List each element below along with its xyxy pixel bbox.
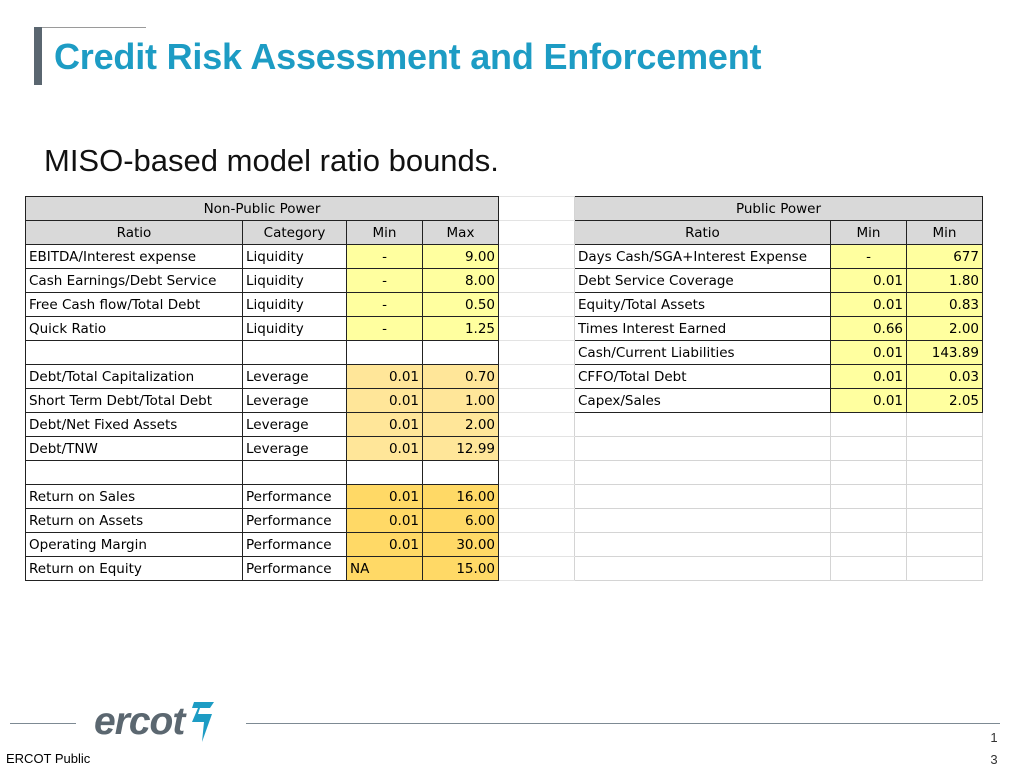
- category-cell: [243, 341, 347, 365]
- empty-cell: [575, 509, 831, 533]
- category-cell: Liquidity: [243, 293, 347, 317]
- public-ratio-cell: Cash/Current Liabilities: [575, 341, 831, 365]
- public-max-cell: 0.03: [907, 365, 983, 389]
- gap-cell: [499, 365, 575, 389]
- public-max-cell: 143.89: [907, 341, 983, 365]
- ratio-cell: [26, 341, 243, 365]
- public-min-cell: 0.01: [831, 341, 907, 365]
- ratio-cell: Quick Ratio: [26, 317, 243, 341]
- gap-cell: [499, 317, 575, 341]
- table-row: [26, 557, 983, 581]
- public-ratio-cell: Equity/Total Assets: [575, 293, 831, 317]
- table-row: [26, 437, 983, 461]
- empty-cell: [575, 533, 831, 557]
- col-header-public-ratio: Ratio: [575, 221, 831, 245]
- max-cell: 0.50: [423, 293, 499, 317]
- public-min-cell: 0.01: [831, 293, 907, 317]
- gap-cell: [499, 413, 575, 437]
- ratio-cell: Debt/Net Fixed Assets: [26, 413, 243, 437]
- empty-cell: [575, 557, 831, 581]
- logo-wordmark: ercot: [94, 700, 185, 743]
- max-cell: 1.25: [423, 317, 499, 341]
- category-cell: Leverage: [243, 365, 347, 389]
- category-cell: Leverage: [243, 437, 347, 461]
- gap-cell: [499, 461, 575, 485]
- min-cell: 0.01: [347, 509, 423, 533]
- ratio-cell: EBITDA/Interest expense: [26, 245, 243, 269]
- gap-cell: [499, 557, 575, 581]
- gap-cell: [499, 509, 575, 533]
- table-row: [26, 485, 983, 509]
- public-ratio-cell: Debt Service Coverage: [575, 269, 831, 293]
- min-cell: 0.01: [347, 485, 423, 509]
- min-cell: -: [347, 269, 423, 293]
- min-cell: -: [347, 317, 423, 341]
- category-cell: Performance: [243, 533, 347, 557]
- empty-cell: [831, 485, 907, 509]
- public-max-cell: 1.80: [907, 269, 983, 293]
- ratio-cell: Debt/Total Capitalization: [26, 365, 243, 389]
- max-cell: 15.00: [423, 557, 499, 581]
- min-cell: -: [347, 293, 423, 317]
- max-cell: [423, 341, 499, 365]
- public-ratio-cell: CFFO/Total Debt: [575, 365, 831, 389]
- min-cell: [347, 341, 423, 365]
- footer-classification: ERCOT Public: [6, 751, 91, 766]
- max-cell: 2.00: [423, 413, 499, 437]
- max-cell: 30.00: [423, 533, 499, 557]
- gap-cell: [499, 389, 575, 413]
- max-cell: 6.00: [423, 509, 499, 533]
- empty-cell: [907, 557, 983, 581]
- col-header-category: Category: [243, 221, 347, 245]
- table-group-header-row: [26, 197, 983, 221]
- footer-rule-right: [246, 723, 1000, 724]
- category-cell: Performance: [243, 485, 347, 509]
- ratio-cell: Short Term Debt/Total Debt: [26, 389, 243, 413]
- public-min-cell: 0.66: [831, 317, 907, 341]
- empty-cell: [575, 437, 831, 461]
- gap-cell: [499, 197, 575, 221]
- non-public-header: Non-Public Power: [26, 197, 499, 221]
- max-cell: [423, 461, 499, 485]
- public-min-cell: -: [831, 245, 907, 269]
- empty-cell: [907, 461, 983, 485]
- title-accent-bar: [34, 27, 42, 85]
- table-row: [26, 341, 983, 365]
- ratio-bounds-table: [25, 196, 983, 581]
- min-cell: 0.01: [347, 533, 423, 557]
- min-cell: [347, 461, 423, 485]
- min-cell: -: [347, 245, 423, 269]
- empty-cell: [831, 533, 907, 557]
- empty-cell: [575, 461, 831, 485]
- empty-cell: [831, 557, 907, 581]
- ratio-cell: Return on Assets: [26, 509, 243, 533]
- public-max-cell: 677: [907, 245, 983, 269]
- col-header-ratio: Ratio: [26, 221, 243, 245]
- empty-cell: [907, 533, 983, 557]
- table-row: [26, 533, 983, 557]
- page-number: [988, 727, 1000, 771]
- table-row: [26, 269, 983, 293]
- max-cell: 0.70: [423, 365, 499, 389]
- ratio-cell: Operating Margin: [26, 533, 243, 557]
- slide-title: Credit Risk Assessment and Enforcement: [54, 36, 762, 77]
- title-rule: [34, 27, 146, 28]
- ercot-logo: [94, 700, 218, 744]
- page-number-digit: 3: [990, 752, 998, 767]
- max-cell: 12.99: [423, 437, 499, 461]
- category-cell: Liquidity: [243, 269, 347, 293]
- min-cell: 0.01: [347, 413, 423, 437]
- table-row: [26, 365, 983, 389]
- ratio-cell: Return on Sales: [26, 485, 243, 509]
- gap-cell: [499, 437, 575, 461]
- empty-cell: [907, 413, 983, 437]
- public-ratio-cell: Times Interest Earned: [575, 317, 831, 341]
- category-cell: Performance: [243, 557, 347, 581]
- empty-cell: [907, 509, 983, 533]
- table-row: [26, 293, 983, 317]
- min-cell: NA: [347, 557, 423, 581]
- empty-cell: [907, 485, 983, 509]
- lightning-bolt-icon: [188, 700, 218, 744]
- table-row: [26, 509, 983, 533]
- category-cell: Leverage: [243, 389, 347, 413]
- col-header-public-min: Min: [831, 221, 907, 245]
- col-header-public-min-2: Min: [907, 221, 983, 245]
- public-max-cell: 0.83: [907, 293, 983, 317]
- category-cell: Performance: [243, 509, 347, 533]
- gap-cell: [499, 269, 575, 293]
- table-row: [26, 245, 983, 269]
- max-cell: 9.00: [423, 245, 499, 269]
- ratio-cell: Return on Equity: [26, 557, 243, 581]
- gap-cell: [499, 221, 575, 245]
- min-cell: 0.01: [347, 437, 423, 461]
- table-row: [26, 461, 983, 485]
- min-cell: 0.01: [347, 365, 423, 389]
- public-ratio-cell: Capex/Sales: [575, 389, 831, 413]
- max-cell: 16.00: [423, 485, 499, 509]
- empty-cell: [575, 485, 831, 509]
- empty-cell: [575, 413, 831, 437]
- category-cell: Liquidity: [243, 245, 347, 269]
- slide-subtitle: MISO-based model ratio bounds.: [44, 143, 499, 178]
- ratio-cell: Free Cash flow/Total Debt: [26, 293, 243, 317]
- public-max-cell: 2.05: [907, 389, 983, 413]
- public-max-cell: 2.00: [907, 317, 983, 341]
- footer-rule-left: [10, 723, 76, 724]
- gap-cell: [499, 341, 575, 365]
- empty-cell: [831, 413, 907, 437]
- max-cell: 1.00: [423, 389, 499, 413]
- table-row: [26, 389, 983, 413]
- min-cell: 0.01: [347, 389, 423, 413]
- public-min-cell: 0.01: [831, 389, 907, 413]
- col-header-min: Min: [347, 221, 423, 245]
- empty-cell: [907, 437, 983, 461]
- category-cell: Leverage: [243, 413, 347, 437]
- page-number-digit: 1: [990, 730, 998, 745]
- ratio-cell: [26, 461, 243, 485]
- empty-cell: [831, 509, 907, 533]
- gap-cell: [499, 533, 575, 557]
- table-row: [26, 413, 983, 437]
- empty-cell: [831, 461, 907, 485]
- col-header-max: Max: [423, 221, 499, 245]
- gap-cell: [499, 245, 575, 269]
- ratio-cell: Debt/TNW: [26, 437, 243, 461]
- public-ratio-cell: Days Cash/SGA+Interest Expense: [575, 245, 831, 269]
- public-header: Public Power: [575, 197, 983, 221]
- table-row: [26, 317, 983, 341]
- empty-cell: [831, 437, 907, 461]
- public-min-cell: 0.01: [831, 269, 907, 293]
- gap-cell: [499, 293, 575, 317]
- category-cell: Liquidity: [243, 317, 347, 341]
- public-min-cell: 0.01: [831, 365, 907, 389]
- ratio-cell: Cash Earnings/Debt Service: [26, 269, 243, 293]
- category-cell: [243, 461, 347, 485]
- table-column-header-row: [26, 221, 983, 245]
- gap-cell: [499, 485, 575, 509]
- max-cell: 8.00: [423, 269, 499, 293]
